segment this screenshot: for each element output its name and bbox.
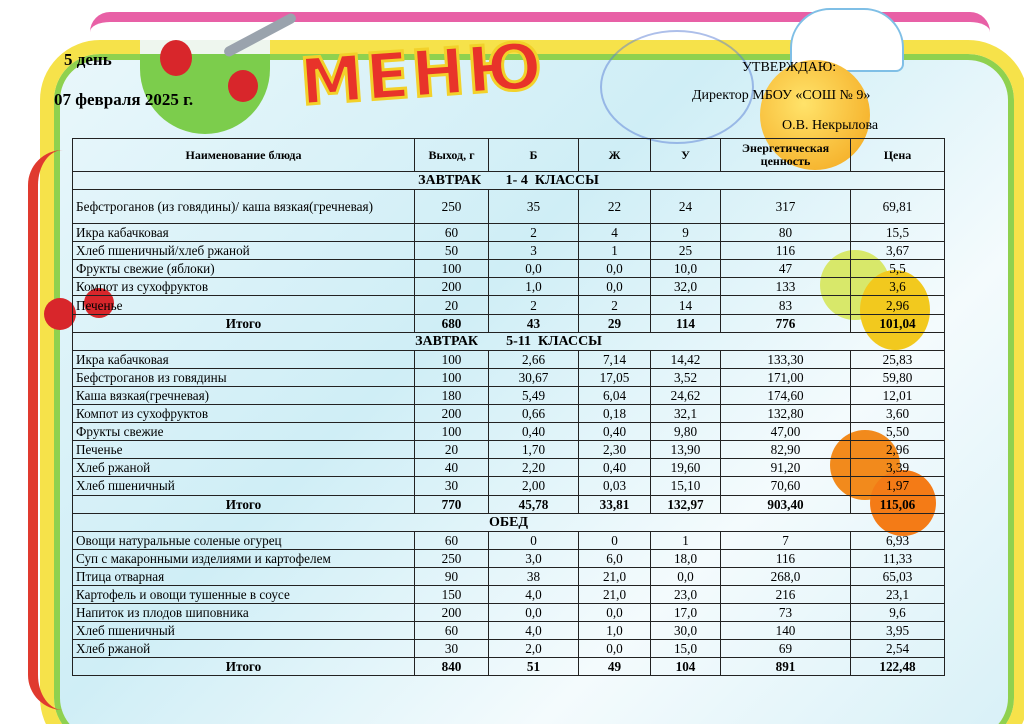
- dish-name: Хлеб ржаной: [73, 640, 415, 658]
- value-cell: 2,96: [851, 296, 945, 314]
- date-label: 07 февраля 2025 г.: [54, 90, 194, 109]
- value-cell: 82,90: [721, 441, 851, 459]
- section-title: ЗАВТРАК 5-11 КЛАССЫ: [73, 332, 945, 350]
- value-cell: 11,33: [851, 549, 945, 567]
- value-cell: 0,40: [579, 459, 651, 477]
- table-row: [73, 441, 945, 459]
- value-cell: 9: [651, 224, 721, 242]
- value-cell: 10,0: [651, 260, 721, 278]
- value-cell: 69,81: [851, 190, 945, 224]
- menu-table: [72, 138, 945, 676]
- value-cell: 2,20: [489, 459, 579, 477]
- total-value: 903,40: [721, 495, 851, 513]
- value-cell: 1: [579, 242, 651, 260]
- value-cell: 100: [415, 423, 489, 441]
- dish-name: Компот из сухофруктов: [73, 278, 415, 296]
- total-row: [73, 658, 945, 676]
- table-row: [73, 190, 945, 224]
- value-cell: 5,49: [489, 386, 579, 404]
- value-cell: 2: [579, 296, 651, 314]
- value-cell: 3,0: [489, 549, 579, 567]
- dish-name: Птица отварная: [73, 567, 415, 585]
- section-title: ЗАВТРАК 1- 4 КЛАССЫ: [73, 172, 945, 190]
- value-cell: 1: [651, 531, 721, 549]
- dish-name: Фрукты свежие (яблоки): [73, 260, 415, 278]
- total-value: 114: [651, 314, 721, 332]
- value-cell: 40: [415, 459, 489, 477]
- value-cell: 9,6: [851, 604, 945, 622]
- value-cell: 30,67: [489, 368, 579, 386]
- value-cell: 140: [721, 622, 851, 640]
- value-cell: 91,20: [721, 459, 851, 477]
- total-value: 104: [651, 658, 721, 676]
- value-cell: 133,30: [721, 350, 851, 368]
- dish-name: Компот из сухофруктов: [73, 405, 415, 423]
- value-cell: 3,60: [851, 405, 945, 423]
- table-row: [73, 531, 945, 549]
- dish-name: Суп с макаронными изделиями и картофелем: [73, 549, 415, 567]
- total-value: 43: [489, 314, 579, 332]
- total-value: 891: [721, 658, 851, 676]
- value-cell: 2,00: [489, 477, 579, 495]
- value-cell: 14,42: [651, 350, 721, 368]
- table-row: [73, 350, 945, 368]
- value-cell: 250: [415, 549, 489, 567]
- value-cell: 0,0: [579, 260, 651, 278]
- column-header: Цена: [851, 139, 945, 172]
- approve-label: УТВЕРЖДАЮ:: [742, 60, 837, 75]
- value-cell: 1,0: [489, 278, 579, 296]
- value-cell: 132,80: [721, 405, 851, 423]
- value-cell: 2: [489, 224, 579, 242]
- value-cell: 3,67: [851, 242, 945, 260]
- dish-name: Хлеб пшеничный: [73, 622, 415, 640]
- column-header: У: [651, 139, 721, 172]
- dish-name: Хлеб пшеничный/хлеб ржаной: [73, 242, 415, 260]
- total-value: 770: [415, 495, 489, 513]
- value-cell: 0,0: [489, 260, 579, 278]
- value-cell: 0,66: [489, 405, 579, 423]
- table-row: [73, 567, 945, 585]
- table-row: [73, 224, 945, 242]
- dish-name: Картофель и овощи тушенные в соусе: [73, 585, 415, 603]
- value-cell: 7: [721, 531, 851, 549]
- dish-name: Бефстроганов (из говядины)/ каша вязкая(гречневая): [73, 190, 415, 224]
- table-row: [73, 459, 945, 477]
- value-cell: 90: [415, 567, 489, 585]
- value-cell: 0: [489, 531, 579, 549]
- value-cell: 23,0: [651, 585, 721, 603]
- total-label: Итого: [73, 314, 415, 332]
- value-cell: 60: [415, 622, 489, 640]
- value-cell: 0,0: [579, 604, 651, 622]
- table-row: [73, 296, 945, 314]
- dish-name: Овощи натуральные соленые огурец: [73, 531, 415, 549]
- value-cell: 65,03: [851, 567, 945, 585]
- value-cell: 3,52: [651, 368, 721, 386]
- total-value: 33,81: [579, 495, 651, 513]
- total-label: Итого: [73, 495, 415, 513]
- table-row: [73, 585, 945, 603]
- total-row: [73, 314, 945, 332]
- value-cell: 13,90: [651, 441, 721, 459]
- value-cell: 60: [415, 224, 489, 242]
- value-cell: 100: [415, 260, 489, 278]
- value-cell: 4,0: [489, 585, 579, 603]
- table-row: [73, 640, 945, 658]
- value-cell: 83: [721, 296, 851, 314]
- table-row: [73, 260, 945, 278]
- value-cell: 174,60: [721, 386, 851, 404]
- table-row: [73, 242, 945, 260]
- value-cell: 2: [489, 296, 579, 314]
- column-header: Ж: [579, 139, 651, 172]
- value-cell: 150: [415, 585, 489, 603]
- section-title: ОБЕД: [73, 513, 945, 531]
- value-cell: 70,60: [721, 477, 851, 495]
- value-cell: 6,04: [579, 386, 651, 404]
- value-cell: 59,80: [851, 368, 945, 386]
- total-value: 115,06: [851, 495, 945, 513]
- value-cell: 18,0: [651, 549, 721, 567]
- strawberry-illustration: [160, 40, 192, 76]
- value-cell: 200: [415, 278, 489, 296]
- value-cell: 171,00: [721, 368, 851, 386]
- value-cell: 2,66: [489, 350, 579, 368]
- value-cell: 100: [415, 350, 489, 368]
- value-cell: 0,0: [489, 604, 579, 622]
- value-cell: 35: [489, 190, 579, 224]
- total-label: Итого: [73, 658, 415, 676]
- table-row: [73, 622, 945, 640]
- total-value: 45,78: [489, 495, 579, 513]
- dish-name: Бефстроганов из говядины: [73, 368, 415, 386]
- dish-name: Икра кабачковая: [73, 350, 415, 368]
- column-header: Наименование блюда: [73, 139, 415, 172]
- value-cell: 20: [415, 441, 489, 459]
- table-row: [73, 386, 945, 404]
- dish-name: Икра кабачковая: [73, 224, 415, 242]
- value-cell: 1,97: [851, 477, 945, 495]
- value-cell: 20: [415, 296, 489, 314]
- total-value: 680: [415, 314, 489, 332]
- value-cell: 69: [721, 640, 851, 658]
- value-cell: 5,50: [851, 423, 945, 441]
- value-cell: 4,0: [489, 622, 579, 640]
- value-cell: 250: [415, 190, 489, 224]
- total-value: 840: [415, 658, 489, 676]
- day-label: 5 день: [64, 50, 112, 69]
- value-cell: 25: [651, 242, 721, 260]
- value-cell: 180: [415, 386, 489, 404]
- dish-name: Каша вязкая(гречневая): [73, 386, 415, 404]
- section-title-row: [73, 172, 945, 190]
- value-cell: 24,62: [651, 386, 721, 404]
- total-value: 51: [489, 658, 579, 676]
- column-header: Б: [489, 139, 579, 172]
- value-cell: 200: [415, 604, 489, 622]
- value-cell: 1,70: [489, 441, 579, 459]
- value-cell: 17,0: [651, 604, 721, 622]
- value-cell: 15,5: [851, 224, 945, 242]
- value-cell: 268,0: [721, 567, 851, 585]
- value-cell: 317: [721, 190, 851, 224]
- value-cell: 116: [721, 549, 851, 567]
- value-cell: 0,40: [579, 423, 651, 441]
- value-cell: 15,10: [651, 477, 721, 495]
- value-cell: 2,54: [851, 640, 945, 658]
- section-title-row: [73, 332, 945, 350]
- menu-title: МЕНЮ: [297, 29, 547, 121]
- value-cell: 0,0: [651, 567, 721, 585]
- table-row: [73, 368, 945, 386]
- total-value: 49: [579, 658, 651, 676]
- total-value: 101,04: [851, 314, 945, 332]
- value-cell: 15,0: [651, 640, 721, 658]
- value-cell: 30: [415, 477, 489, 495]
- strawberry-illustration: [228, 70, 258, 102]
- dish-name: Печенье: [73, 441, 415, 459]
- value-cell: 2,0: [489, 640, 579, 658]
- dish-name: Напиток из плодов шиповника: [73, 604, 415, 622]
- value-cell: 12,01: [851, 386, 945, 404]
- value-cell: 100: [415, 368, 489, 386]
- value-cell: 21,0: [579, 585, 651, 603]
- value-cell: 5,5: [851, 260, 945, 278]
- value-cell: 22: [579, 190, 651, 224]
- menu-table-body: [73, 172, 945, 676]
- value-cell: 4: [579, 224, 651, 242]
- value-cell: 25,83: [851, 350, 945, 368]
- value-cell: 133: [721, 278, 851, 296]
- value-cell: 73: [721, 604, 851, 622]
- value-cell: 2,96: [851, 441, 945, 459]
- total-value: 29: [579, 314, 651, 332]
- total-value: 122,48: [851, 658, 945, 676]
- value-cell: 60: [415, 531, 489, 549]
- value-cell: 23,1: [851, 585, 945, 603]
- total-value: 132,97: [651, 495, 721, 513]
- column-header: Выход, г: [415, 139, 489, 172]
- table-row: [73, 477, 945, 495]
- value-cell: 3,6: [851, 278, 945, 296]
- value-cell: 47: [721, 260, 851, 278]
- dish-name: Печенье: [73, 296, 415, 314]
- value-cell: 30,0: [651, 622, 721, 640]
- value-cell: 0,0: [579, 640, 651, 658]
- value-cell: 0,40: [489, 423, 579, 441]
- value-cell: 32,1: [651, 405, 721, 423]
- dish-name: Хлеб пшеничный: [73, 477, 415, 495]
- value-cell: 0,0: [579, 278, 651, 296]
- value-cell: 30: [415, 640, 489, 658]
- value-cell: 6,93: [851, 531, 945, 549]
- director-label: Директор МБОУ «СОШ № 9»: [692, 88, 871, 103]
- value-cell: 3,39: [851, 459, 945, 477]
- total-row: [73, 495, 945, 513]
- value-cell: 0,18: [579, 405, 651, 423]
- value-cell: 1,0: [579, 622, 651, 640]
- value-cell: 200: [415, 405, 489, 423]
- director-name: О.В. Некрылова: [782, 118, 879, 133]
- section-title-row: [73, 513, 945, 531]
- official-stamp: [600, 30, 754, 144]
- value-cell: 3: [489, 242, 579, 260]
- value-cell: 38: [489, 567, 579, 585]
- value-cell: 216: [721, 585, 851, 603]
- value-cell: 6,0: [579, 549, 651, 567]
- value-cell: 50: [415, 242, 489, 260]
- dish-name: Фрукты свежие: [73, 423, 415, 441]
- value-cell: 21,0: [579, 567, 651, 585]
- value-cell: 0: [579, 531, 651, 549]
- total-value: 776: [721, 314, 851, 332]
- value-cell: 19,60: [651, 459, 721, 477]
- value-cell: 32,0: [651, 278, 721, 296]
- table-row: [73, 549, 945, 567]
- value-cell: 14: [651, 296, 721, 314]
- value-cell: 3,95: [851, 622, 945, 640]
- table-row: [73, 278, 945, 296]
- table-row: [73, 405, 945, 423]
- value-cell: 17,05: [579, 368, 651, 386]
- value-cell: 9,80: [651, 423, 721, 441]
- value-cell: 47,00: [721, 423, 851, 441]
- value-cell: 0,03: [579, 477, 651, 495]
- dish-name: Хлеб ржаной: [73, 459, 415, 477]
- value-cell: 116: [721, 242, 851, 260]
- value-cell: 7,14: [579, 350, 651, 368]
- table-row: [73, 604, 945, 622]
- column-header: Энергетическая ценность: [721, 139, 851, 172]
- table-header-row: [73, 139, 945, 172]
- table-row: [73, 423, 945, 441]
- value-cell: 24: [651, 190, 721, 224]
- value-cell: 80: [721, 224, 851, 242]
- value-cell: 2,30: [579, 441, 651, 459]
